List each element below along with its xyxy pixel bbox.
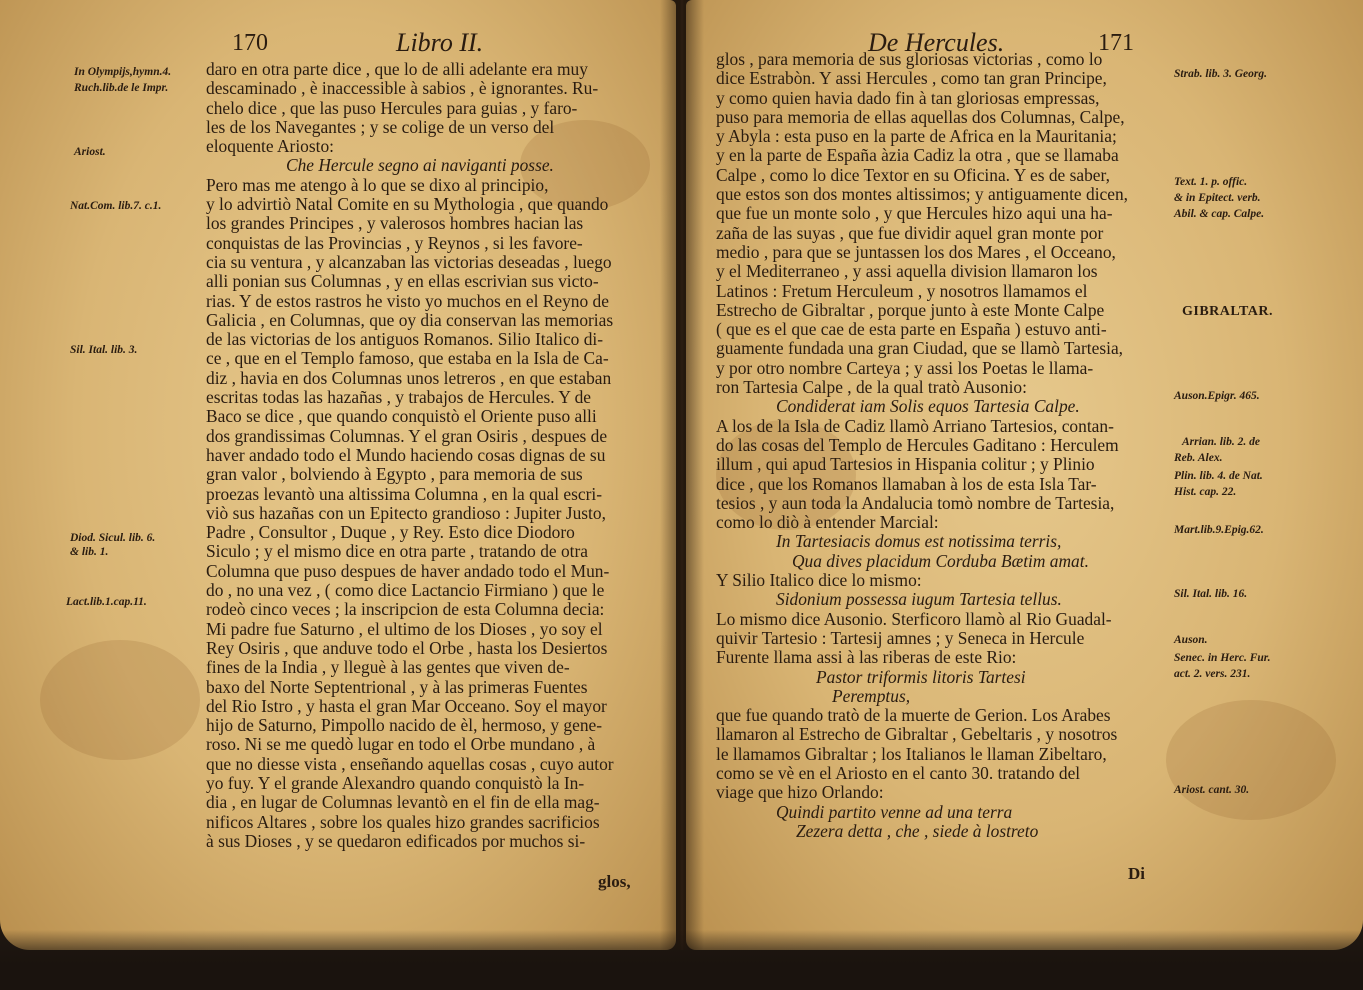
- text-line: que estos son dos montes altissimos; y antiguamente dicen,: [716, 184, 1129, 205]
- text-line: fines de la India , y lleguè à las gentes que viven de-: [206, 657, 570, 678]
- margin-note: Lact.lib.1.cap.11.: [66, 596, 147, 608]
- text-line: y el Mediterraneo , y assi aquella division llamaron los: [716, 261, 1098, 282]
- text-line: Furente llama assi à las riberas de este Rio:: [716, 647, 1017, 668]
- text-line: como se vè en el Ariosto en el canto 30. tratando del: [716, 762, 1081, 783]
- text-line: rodeò cinco veces ; la inscripcion de esta Columna decia:: [206, 599, 605, 620]
- verse-line: Peremptus,: [832, 685, 911, 706]
- text-line: del Rio Istro , y hasta el gran Mar Occeano. Soy el mayor: [206, 695, 607, 716]
- text-line: los grandes Principes , y valerosos hombres hacian las: [206, 213, 584, 234]
- text-line: Y Silio Italico dice lo mismo:: [716, 570, 922, 591]
- text-line: Padre , Consultor , Duque , y Rey. Esto dice Diodoro: [206, 522, 575, 543]
- text-line: ce , que en el Templo famoso, que estaba en la Isla de Ca-: [206, 348, 609, 369]
- text-line: tesios , y aun toda la Andalucia tomò nombre de Tartesia,: [716, 492, 1115, 513]
- verse-line: Pastor triformis litoris Tartesi: [816, 666, 1026, 687]
- text-line: diz , havia en dos Columnas unos letreros , en que estaban: [206, 367, 612, 388]
- text-line: dia , en lugar de Columnas levantò en el fin de ella mag-: [206, 792, 600, 813]
- margin-note: & in Epitect. verb.: [1174, 192, 1261, 204]
- text-line: Rey Osiris , que anduve todo el Orbe , hasta los Desiertos: [206, 637, 608, 658]
- right-page: [686, 0, 1363, 950]
- catchword: glos,: [598, 872, 631, 891]
- margin-note: & lib. 1.: [70, 546, 109, 558]
- side-heading: GIBRALTAR.: [1182, 304, 1273, 319]
- text-line: de las victorias de los antiguos Romanos. Silio Italico di-: [206, 329, 604, 350]
- text-line: ron Tartesia Calpe , de la qual tratò Ausonio:: [716, 377, 1027, 398]
- text-line: puso para memoria de ellas aquellas dos Columnas, Calpe,: [716, 106, 1125, 127]
- text-line: Baco se dice , que quando conquistò el Oriente puso alli: [206, 406, 597, 427]
- margin-note: Auson.Epigr. 465.: [1174, 390, 1260, 402]
- text-line: que fue un monte solo , y que Hercules hizo aqui una ha-: [716, 203, 1113, 224]
- text-line: glos , para memoria de sus gloriosas victorias , como lo: [716, 49, 1103, 69]
- text-line: do las cosas del Templo de Hercules Gaditano : Herculem: [716, 434, 1119, 455]
- left-page: [0, 0, 676, 950]
- text-line: y como quien havia dado fin à tan gloriosas empressas,: [716, 87, 1100, 108]
- margin-note: Sil. Ital. lib. 3.: [70, 344, 138, 356]
- text-line: como lo diò à entender Marcial:: [716, 512, 939, 533]
- text-line: quivir Tartesio : Tartesij amnes ; y Seneca in Hercule: [716, 627, 1085, 648]
- margin-note: Strab. lib. 3. Georg.: [1174, 68, 1267, 80]
- text-line: guamente fundada una gran Ciudad, que se llamò Tartesia,: [716, 338, 1124, 359]
- margin-note: act. 2. vers. 231.: [1174, 668, 1251, 680]
- text-line: Siculo ; y el mismo dice en otra parte , tratando de otra: [206, 541, 588, 562]
- verse-line: Zezera detta , che , siede à lostreto: [796, 820, 1039, 841]
- text-line: ( que es el que cae de esta parte en España ) estuvo anti-: [716, 319, 1107, 340]
- margin-note: Hist. cap. 22.: [1174, 486, 1237, 498]
- text-line: cia su ventura , y alcanzaban las victorias deseadas , luego: [206, 251, 612, 272]
- bottom-shadow: [0, 930, 1363, 990]
- text-line: Estrecho de Gibraltar , porque junto à este Monte Calpe: [716, 299, 1105, 320]
- verse-line: Qua dives placidum Corduba Bætim amat.: [792, 550, 1089, 571]
- verse-line: Sidonium possessa iugum Tartesia tellus.: [776, 589, 1062, 610]
- text-line: dice Estrabòn. Y assi Hercules , como tan gran Principe,: [716, 68, 1107, 89]
- text-line: chelo dice , que las puso Hercules para guias , y faro-: [206, 97, 578, 118]
- text-line: les de los Navegantes ; y se colige de un verso del: [206, 116, 555, 137]
- text-line: conquistas de las Provincias , y Reynos , si les favore-: [206, 232, 583, 253]
- text-line: llamaron al Estrecho de Gibraltar , Gebeltaris , y nosotros: [716, 724, 1118, 745]
- text-line: que fue quando tratò de la muerte de Gerion. Los Arabes: [716, 705, 1111, 726]
- text-line: Lo mismo dice Ausonio. Sterficoro llamò al Rio Guadal-: [716, 608, 1112, 629]
- catchword: Di: [1128, 864, 1145, 883]
- margin-note: Senec. in Herc. Fur.: [1174, 652, 1271, 664]
- text-line: gran valor , bolviendo à Egypto , para memoria de sus: [206, 464, 583, 485]
- text-line: rias. Y de estos rastros he visto yo muchos en el Reyno de: [206, 290, 609, 311]
- text-line: dos grandissimas Columnas. Y el gran Osiris , despues de: [206, 425, 608, 446]
- page-number: 171: [1098, 30, 1134, 56]
- margin-note: Plin. lib. 4. de Nat.: [1174, 470, 1263, 482]
- text-line: Columna que puso despues de haver andado todo el Mun-: [206, 560, 610, 581]
- verse-line: Che Hercule segno ai naviganti posse.: [286, 155, 554, 176]
- verse-line: In Tartesiacis domus est notissima terris,: [776, 531, 1062, 552]
- paper-stain: [1166, 700, 1336, 820]
- text-line: haver andado todo el Mundo haciendo cosas dignas de su: [206, 444, 606, 465]
- running-head: Libro II.: [396, 28, 484, 57]
- margin-note: Text. 1. p. offic.: [1174, 176, 1248, 188]
- text-line: medio , para que se juntassen los dos Mares , el Occeano,: [716, 241, 1116, 262]
- margin-note: Diod. Sicul. lib. 6.: [70, 532, 156, 544]
- margin-note: In Olympijs,hymn.4.: [74, 66, 172, 78]
- text-line: Calpe , como lo dice Textor en su Oficina. Y es de saber,: [716, 164, 1110, 185]
- margin-note: Auson.: [1174, 634, 1208, 646]
- margin-note: Mart.lib.9.Epig.62.: [1174, 524, 1264, 536]
- text-line: zaña de las suyas , que fue dividir aquel gran monte por: [716, 222, 1104, 243]
- page-number: 170: [232, 30, 268, 56]
- margin-note: Reb. Alex.: [1174, 452, 1223, 464]
- text-line: descaminado , è inaccessible à sabios , è ignorantes. Ru-: [206, 78, 599, 99]
- text-line: proezas levantò una altissima Columna , en la qual escri-: [206, 483, 602, 504]
- text-line: Galicia , en Columnas, que oy dia conservan las memorias: [206, 309, 614, 330]
- text-line: yo fuy. Y el grande Alexandro quando conquistò la In-: [206, 772, 585, 793]
- text-line: Pero mas me atengo à lo que se dixo al principio,: [206, 174, 549, 195]
- text-line: Mi padre fue Saturno , el ultimo de los Dioses , yo soy el: [206, 618, 603, 639]
- text-line: y lo advirtiò Natal Comite en su Mythologia , que quando: [206, 194, 609, 215]
- running-head: De Hercules.: [868, 28, 1005, 57]
- text-line: A los de la Isla de Cadiz llamò Arriano Tartesios, contan-: [716, 415, 1114, 436]
- book-gutter: [660, 0, 704, 950]
- text-line: eloquente Ariosto:: [206, 136, 334, 157]
- text-line: hijo de Saturno, Pimpollo nacido de èl, hermoso, y gene-: [206, 715, 603, 736]
- text-line: nificos Altares , sobre los quales hizo grandes sacrificios: [206, 811, 600, 832]
- text-line: dice , que los Romanos llamaban à los de esta Isla Tar-: [716, 473, 1097, 494]
- verse-line: Condiderat iam Solis equos Tartesia Calpe.: [776, 396, 1080, 417]
- text-line: le llamamos Gibraltar ; los Italianos le llaman Zibeltaro,: [716, 743, 1107, 764]
- text-line: que no diesse vista , enseñando aquellas cosas , cuyo autor: [206, 753, 614, 774]
- text-line: viò sus hazañas con un Epitecto grandioso : Jupiter Justo,: [206, 502, 606, 523]
- text-line: daro en otra parte dice , que lo de alli adelante era muy: [206, 59, 588, 79]
- text-line: escritas todas las hazañas , y trabajos de Hercules. Y de: [206, 387, 592, 408]
- text-line: illum , qui apud Tartesios in Hispania colitur ; y Plinio: [716, 454, 1095, 475]
- paper-stain: [40, 640, 200, 760]
- text-line: do , no una vez , ( como dice Lactancio Firmiano ) que le: [206, 580, 605, 601]
- text-line: viage que hizo Orlando:: [716, 782, 884, 803]
- text-line: baxo del Norte Septentrional , y à las primeras Fuentes: [206, 676, 588, 697]
- margin-note: Abil. & cap. Calpe.: [1174, 208, 1265, 220]
- text-line: y por otro nombre Carteya ; y assi los Poetas le llama-: [716, 357, 1094, 378]
- margin-note: Sil. Ital. lib. 16.: [1174, 588, 1248, 600]
- text-line: y en la parte de España àzia Cadiz la otra , que se llamaba: [716, 145, 1119, 166]
- text-line: alli ponian sus Columnas , y en ellas escrivian sus victo-: [206, 271, 599, 292]
- left-body-text: [206, 60, 658, 851]
- text-line: roso. Ni se me quedò lugar en todo el Orbe mundano , à: [206, 734, 596, 755]
- margin-note: Ruch.lib.de le Impr.: [74, 82, 169, 94]
- margin-note: Ariost.: [74, 146, 106, 158]
- right-body-text: [716, 50, 1162, 841]
- text-line: y Abyla : esta puso en la parte de Africa en la Mauritania;: [716, 126, 1117, 147]
- text-line: à sus Dioses , y se quedaron edificados por muchos si-: [206, 830, 586, 851]
- margin-note: Arrian. lib. 2. de: [1182, 436, 1260, 448]
- margin-note: Nat.Com. lib.7. c.1.: [70, 200, 162, 212]
- text-line: Latinos : Fretum Herculeum , y nosotros llamamos el: [716, 280, 1088, 301]
- verse-line: Quindi partito venne ad una terra: [776, 801, 1013, 822]
- margin-note: Ariost. cant. 30.: [1174, 784, 1250, 796]
